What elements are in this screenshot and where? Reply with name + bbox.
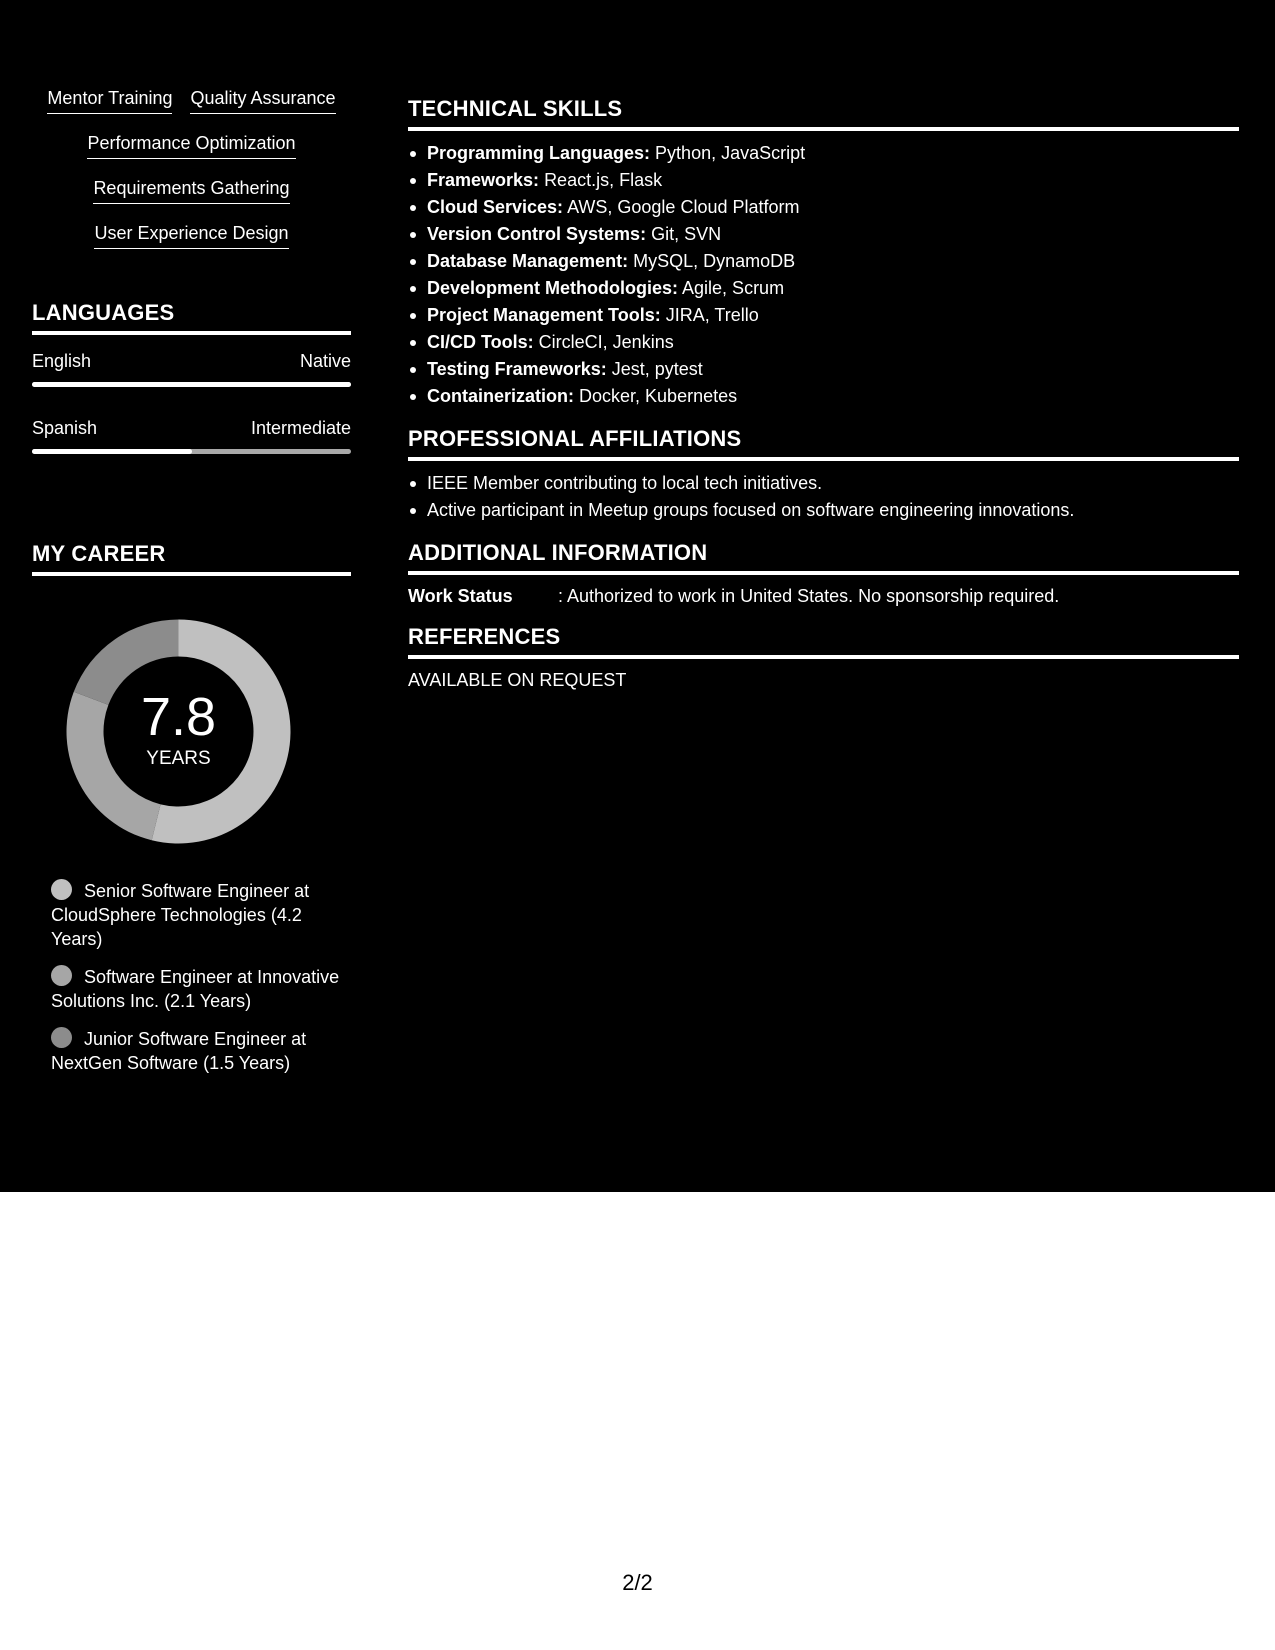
list-item	[408, 302, 1239, 329]
career-donut-chart	[66, 619, 291, 844]
career-section	[32, 541, 351, 1073]
languages-title: LANGUAGES	[32, 300, 351, 335]
list-item	[408, 275, 1239, 302]
career-role-text: Junior Software Engineer at NextGen Software (1.5 Years)	[51, 1029, 307, 1073]
skill-label: Containerization:	[427, 386, 574, 406]
skill-tag: User Experience Design	[94, 221, 288, 249]
skill-value: CircleCI, Jenkins	[538, 332, 674, 352]
skill-value: Agile, Scrum	[682, 278, 785, 298]
language-item	[32, 417, 351, 454]
career-total-unit: YEARS	[146, 747, 211, 769]
page-number: 2/2	[622, 1570, 653, 1595]
skill-value: Docker, Kubernetes	[579, 386, 738, 406]
language-line	[32, 350, 351, 372]
list-item: Active participant in Meetup groups focused on software engineering innovations.	[408, 497, 1239, 524]
skill-value: MySQL, DynamoDB	[633, 251, 796, 271]
language-line	[32, 417, 351, 439]
skill-value: Jest, pytest	[611, 359, 703, 379]
legend-dot-icon	[51, 965, 72, 986]
language-proficiency-bar	[32, 382, 351, 387]
skill-label: Development Methodologies:	[427, 278, 679, 298]
skill-label: Version Control Systems:	[427, 224, 647, 244]
career-role-text: Software Engineer at Innovative Solutions Inc. (2.1 Years)	[51, 967, 340, 1011]
work-status-label: Work Status	[408, 586, 513, 606]
affiliations-list	[408, 470, 1239, 524]
skill-tag: Requirements Gathering	[93, 176, 289, 204]
language-name: English	[32, 351, 92, 371]
skill-label: Project Management Tools:	[427, 305, 661, 325]
additional-information-section	[408, 540, 1239, 608]
languages-section	[32, 300, 351, 454]
skill-value: AWS, Google Cloud Platform	[567, 197, 800, 217]
skill-value: Python, JavaScript	[655, 143, 806, 163]
skill-label: Programming Languages:	[427, 143, 651, 163]
language-name: Spanish	[32, 418, 98, 438]
references-section	[408, 624, 1239, 692]
legend-dot-icon	[51, 1027, 72, 1048]
skill-label: Database Management:	[427, 251, 629, 271]
legend-dot-icon	[51, 879, 72, 900]
technical-skills-title: TECHNICAL SKILLS	[408, 96, 1239, 131]
language-proficiency-fill	[32, 449, 192, 454]
skill-label: Cloud Services:	[427, 197, 564, 217]
technical-skills-list	[408, 140, 1239, 410]
career-legend-item	[51, 1027, 341, 1075]
references-text: AVAILABLE ON REQUEST	[408, 670, 627, 690]
career-legend	[51, 879, 341, 1089]
list-item	[408, 329, 1239, 356]
skill-value: JIRA, Trello	[665, 305, 759, 325]
list-item	[408, 383, 1239, 410]
list-item	[408, 167, 1239, 194]
skill-tag: Quality Assurance	[190, 86, 335, 114]
skill-value: React.js, Flask	[544, 170, 663, 190]
skill-tag-row	[32, 176, 351, 221]
professional-affiliations-title: PROFESSIONAL AFFILIATIONS	[408, 426, 1239, 461]
skill-tag-row	[32, 221, 351, 266]
right-column	[408, 96, 1239, 708]
donut-center	[66, 619, 291, 844]
skill-tag: Performance Optimization	[87, 131, 295, 159]
skill-tag-row	[32, 86, 351, 131]
career-legend-item	[51, 965, 341, 1013]
language-item	[32, 350, 351, 387]
list-item: IEEE Member contributing to local tech initiatives.	[408, 470, 1239, 497]
career-legend-item	[51, 879, 341, 951]
career-title: MY CAREER	[32, 541, 351, 576]
language-level: Native	[299, 351, 351, 371]
list-item	[408, 221, 1239, 248]
technical-skills-section	[408, 96, 1239, 410]
list-item	[408, 194, 1239, 221]
career-total-years: 7.8	[140, 686, 217, 747]
list-item	[408, 356, 1239, 383]
list-item	[408, 248, 1239, 275]
professional-affiliations-section	[408, 426, 1239, 524]
list-item	[408, 140, 1239, 167]
skill-tag: Mentor Training	[47, 86, 172, 114]
references-title: REFERENCES	[408, 624, 1239, 659]
skill-tag-row	[32, 131, 351, 176]
skill-label: CI/CD Tools:	[427, 332, 534, 352]
work-status-row	[408, 584, 1239, 608]
skill-tags	[32, 86, 351, 266]
additional-information-title: ADDITIONAL INFORMATION	[408, 540, 1239, 575]
language-level: Intermediate	[250, 418, 351, 438]
skill-label: Testing Frameworks:	[427, 359, 607, 379]
skill-label: Frameworks:	[427, 170, 540, 190]
skill-value: Git, SVN	[651, 224, 722, 244]
career-role-text: Senior Software Engineer at CloudSphere Technologies (4.2 Years)	[51, 881, 310, 949]
language-proficiency-fill	[32, 382, 351, 387]
work-status-value: : Authorized to work in United States. No sponsorship required.	[558, 586, 1060, 606]
language-proficiency-bar	[32, 449, 351, 454]
